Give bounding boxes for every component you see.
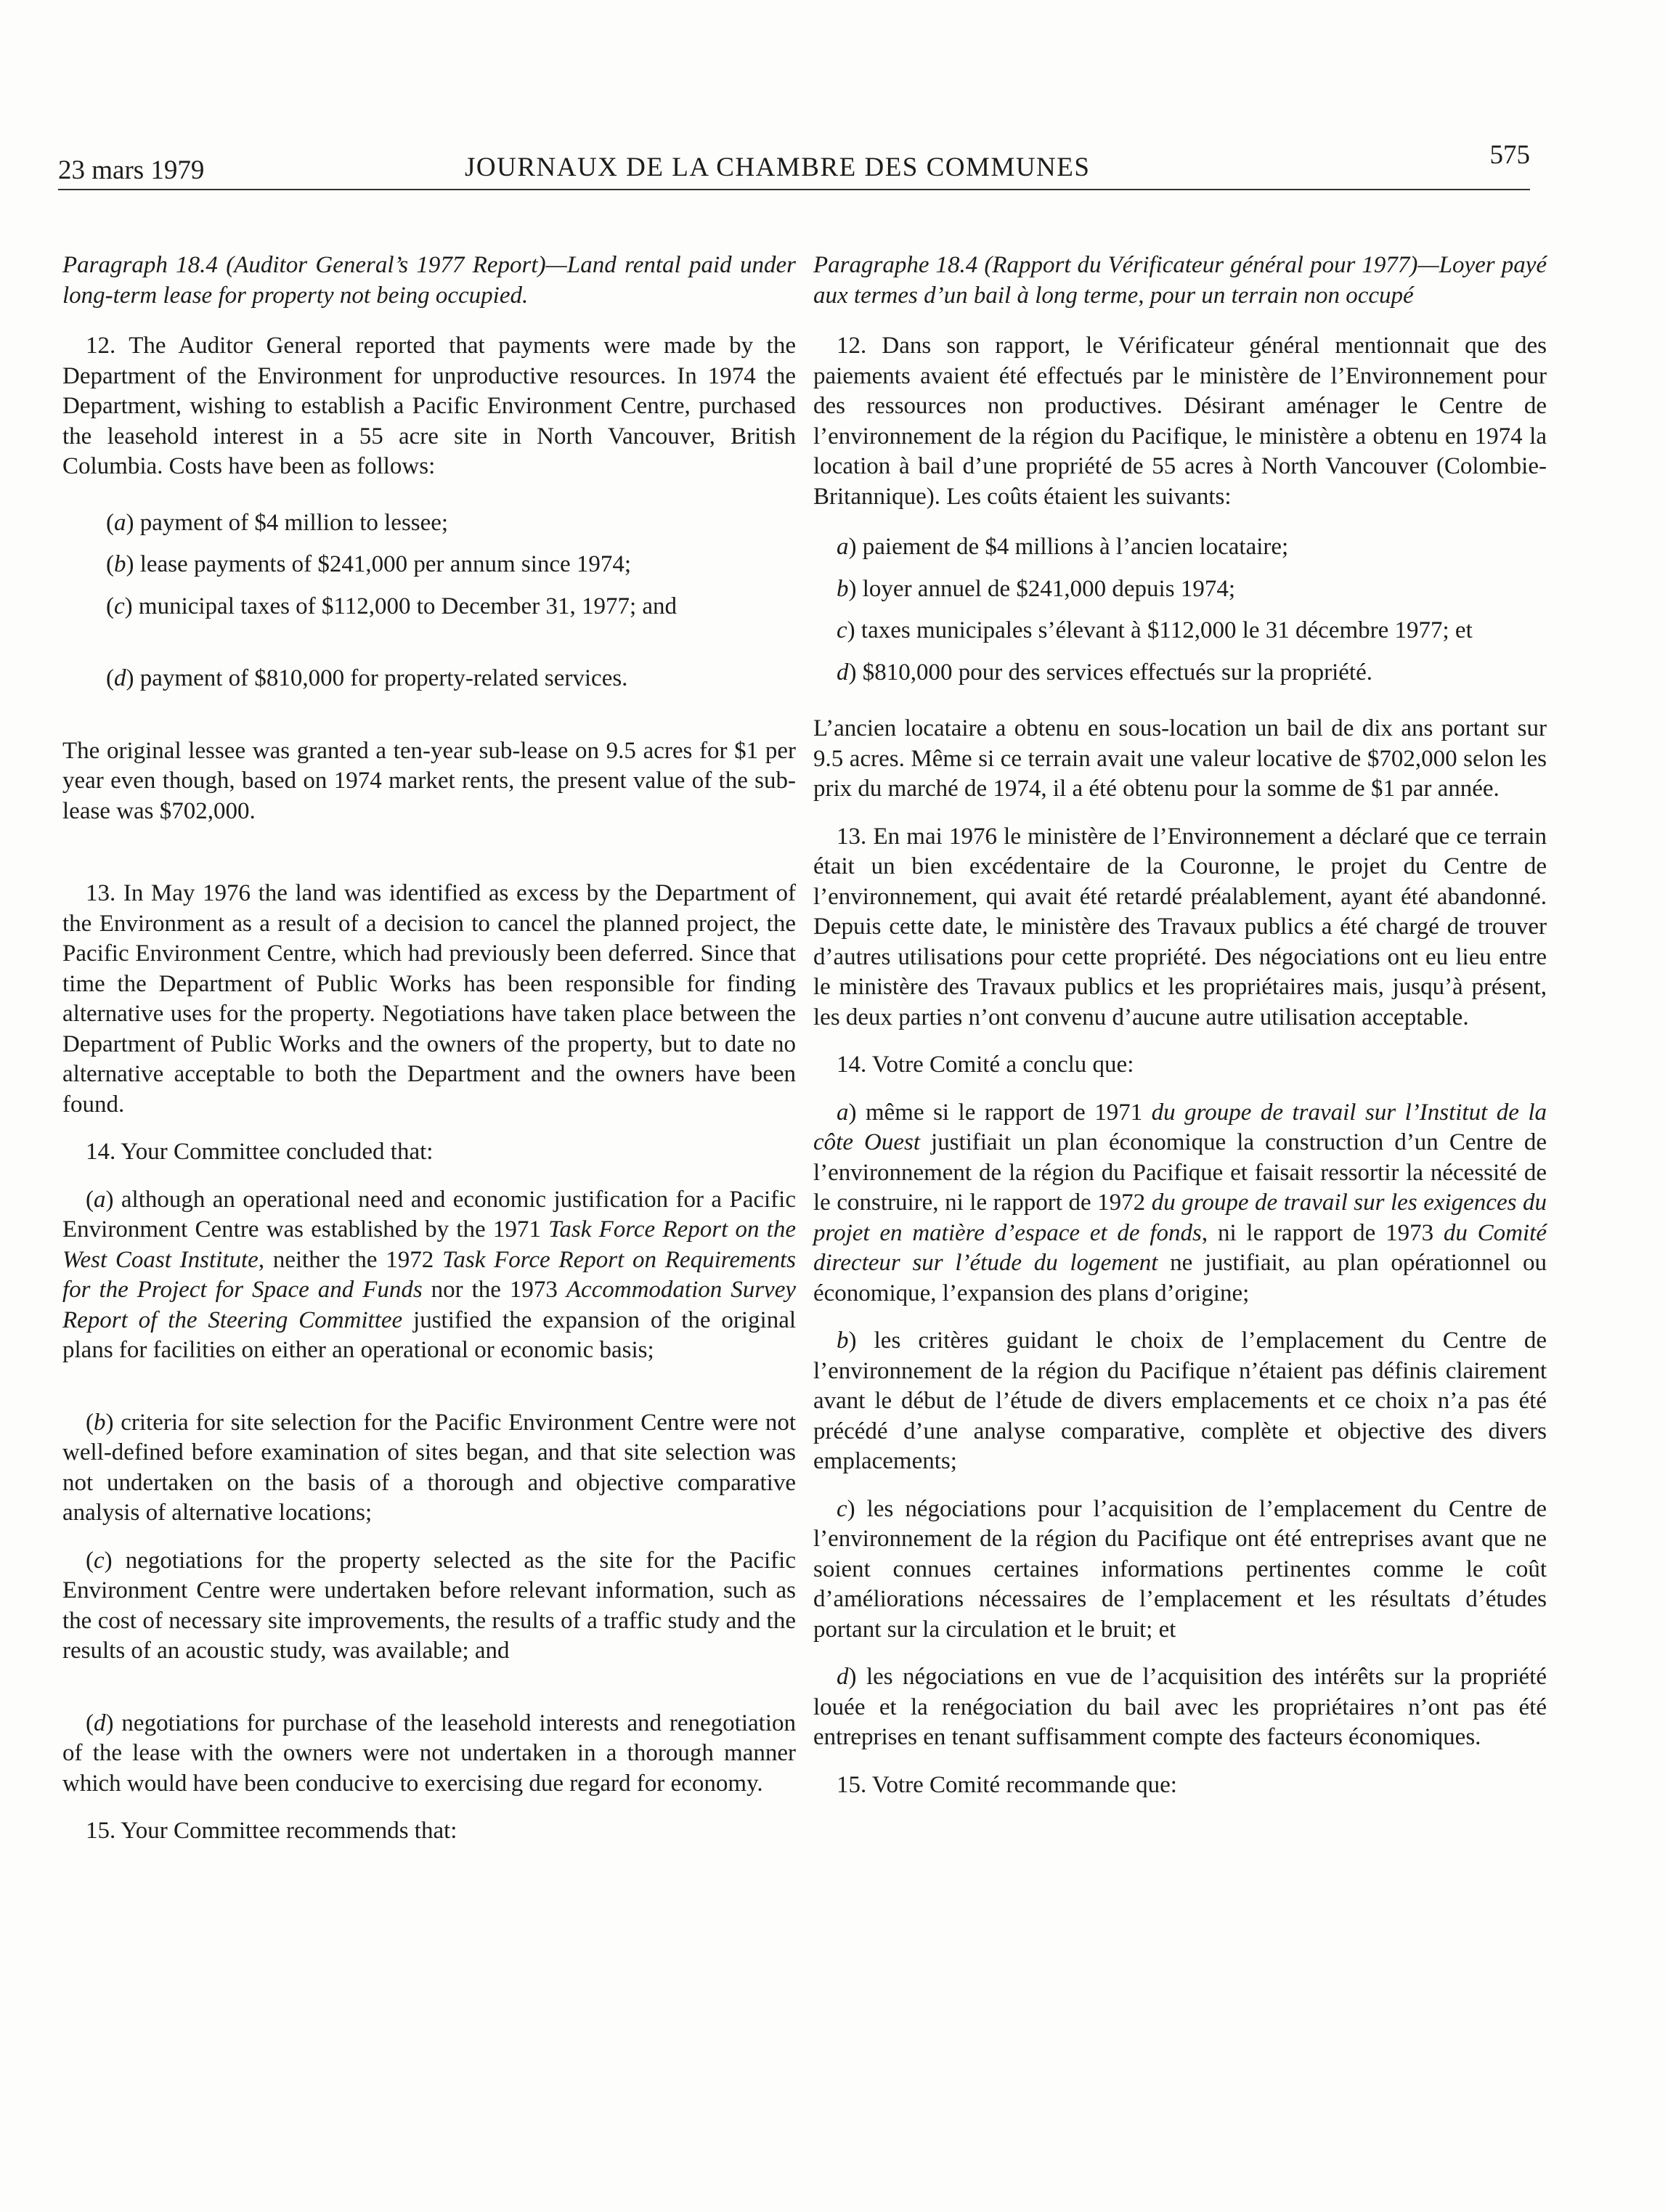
paragraph-13: 13. En mai 1976 le ministère de l’Environnement a déclaré que ce terrain était un bien excédentaire de la Couronne, le projet du Centre de l’environnement, qui avait été retardé préalablement, ayant été abandonné. Depuis cette date, le ministère des Travaux publics a été chargé de trouver d’autres utilisations pour cette propriété. Des négociations ont eu lieu entre le ministère des Travaux publics et les propriétaires mais, jusqu’à présent, les deux parties n’ont convenu d’aucune autre utilisation acceptable. — [813, 823, 1547, 1030]
item-marker: c — [94, 1547, 105, 1574]
paragraph-12: 12. Dans son rapport, le Vérificateur général mentionnait que des paiements avaient été effectués par le ministère de l’Environnement pour des ressources non productives. Désirant aménager le Centre de l’environnement de la région du Pacifique, le ministère a obtenu en 1974 la location à bail d’une propriété de 55 acres à North Vancouver (Colombie-Britannique). Les coûts étaient les suivants: — [813, 333, 1547, 510]
item-marker: c — [114, 593, 125, 619]
conclusion-a: a) même si le rapport de 1971 du groupe de travail sur l’Institut de la côte Ouest justifiait un plan économique la construction d’un Centre de l’environnement de la région du Pacifique et faisait ressortir la nécessité de le construire, ni le rapport de 1972 du groupe de travail sur les exigences du projet en matière d’espace et de fonds, ni le rapport de 1973 du Comité directeur sur l’étude du logement ne justifiait, au plan opérationnel ou économique, l’expansion des plans d’origine; — [813, 1099, 1547, 1306]
item-marker: b — [114, 551, 126, 577]
item-marker: c — [837, 617, 847, 643]
item-text: municipal taxes of $112,000 to December 31, 1977; and — [138, 593, 678, 619]
item-marker: a — [114, 509, 126, 536]
item-marker: a — [94, 1186, 106, 1213]
item-text: taxes municipales s’élevant à $112,000 le 31 décembre 1977; et — [861, 617, 1473, 643]
english-column — [62, 251, 796, 1873]
item-marker: c — [837, 1495, 847, 1522]
conclusion-d: (d) negotiations for purchase of the leasehold interests and renegotiation of the lease with the owners were not undertaken in a thorough manner which would have been conducive to exercising due regard for economy. — [62, 1709, 796, 1797]
list-item-b: b) loyer annuel de $241,000 depuis 1974; — [837, 575, 1235, 602]
item-marker: d — [837, 659, 849, 686]
list-item-c: (c) municipal taxes of $112,000 to December 31, 1977; and — [106, 593, 678, 619]
conclusion-d: d) les négociations en vue de l’acquisition des intérêts sur la propriété louée et la renégociation du bail avec les propriétaires n’ont pas été entreprises en tenant suffisamment compte des facteurs économiques. — [813, 1664, 1547, 1750]
paragraph-12-continued: The original lessee was granted a ten-year sub-lease on 9.5 acres for $1 per year even though, based on 1974 market rents, the present value of the sub-lease was $702,000. — [62, 737, 796, 824]
list-item-a: (a) payment of $4 million to lessee; — [106, 509, 449, 536]
french-column — [813, 251, 1547, 1826]
conclusion-c: (c) negotiations for the property selected as the site for the Pacific Environment Centre were undertaken before relevant information, such as the cost of necessary site improvements, the results of a traffic study and the results of an acoustic study, was available; and — [62, 1547, 796, 1664]
paragraph-14: 14. Votre Comité a conclu que: — [837, 1052, 1134, 1078]
list-item-b: (b) lease payments of $241,000 per annum since 1974; — [106, 551, 632, 577]
header-date: 23 mars 1979 — [58, 155, 205, 185]
paragraph-15: 15. Your Committee recommends that: — [86, 1818, 457, 1844]
item-text: loyer annuel de $241,000 depuis 1974; — [862, 575, 1235, 602]
item-text: $810,000 pour des services effectués sur la propriété. — [862, 659, 1372, 686]
page-number: 575 — [1489, 140, 1530, 170]
list-item-c: c) taxes municipales s’élevant à $112,000 le 31 décembre 1977; et — [837, 617, 1473, 643]
list-item-d: (d) payment of $810,000 for property-related services. — [106, 665, 628, 691]
item-marker: b — [837, 575, 849, 602]
paragraph-15: 15. Votre Comité recommande que: — [837, 1771, 1177, 1798]
conclusion-a: (a) although an operational need and economic justification for a Pacific Environment Centre was established by the 1971 Task Force Report on the West Coast Institute, neither the 1972 Task Force Report on Requirements for the Project for Space and Funds nor the 1973 Accommodation Survey Report of the Steering Committee justified the expansion of the original plans for facilities on either an operational or economic basis; — [62, 1186, 797, 1363]
conclusion-c: c) les négociations pour l’acquisition de l’emplacement du Centre de l’environnement de la région du Pacifique ont été entreprises avant que ne soient connues certaines informations pertinentes comme le coût d’améliorations nécessaires de l’emplacement et les résultats d’études portant sur la circulation et le bruit; et — [813, 1495, 1547, 1643]
item-marker: d — [94, 1709, 106, 1736]
section-heading: Paragraph 18.4 (Auditor General’s 1977 Report)—Land rental paid under long-term lease for property not being occupied. — [62, 252, 796, 309]
item-text: lease payments of $241,000 per annum since 1974; — [139, 551, 632, 577]
item-marker: b — [837, 1327, 849, 1354]
section-heading: Paragraphe 18.4 (Rapport du Vérificateur général pour 1977)—Loyer payé aux termes d’un bail à long terme, pour un terrain non occupé — [813, 252, 1547, 309]
paragraph-13: 13. In May 1976 the land was identified as excess by the Department of the Environment as a result of a decision to cancel the planned project, the Pacific Environment Centre, which had previously been deferred. Since that time the Department of Public Works has been responsible for finding alternative uses for the property. Negotiations have taken place between the Department of Public Works and the owners of the property, but to date no alternative acceptable to both the Department and the owners have been found. — [62, 880, 796, 1118]
item-marker: a — [837, 1099, 849, 1126]
item-marker: d — [114, 665, 126, 691]
running-head — [58, 140, 1530, 190]
item-text: payment of $4 million to lessee; — [139, 509, 449, 536]
item-marker: a — [837, 534, 849, 560]
list-item-d: d) $810,000 pour des services effectués sur la propriété. — [837, 659, 1372, 686]
item-text: payment of $810,000 for property-related services. — [139, 665, 628, 691]
paragraph-12-continued: L’ancien locataire a obtenu en sous-location un bail de dix ans portant sur 9.5 acres. Même si ce terrain avait une valeur locative de $702,000 selon les prix du marché de 1974, il a été obtenu pour la somme de $1 par année. — [813, 715, 1547, 802]
paragraph-12: 12. The Auditor General reported that payments were made by the Department of the Environment for unproductive resources. In 1974 the Department, wishing to establish a Pacific Environment Centre, purchased the leasehold interest in a 55 acre site in North Vancouver, British Columbia. Costs have been as follows: — [62, 333, 796, 479]
list-item-a: a) paiement de $4 millions à l’ancien locataire; — [837, 534, 1289, 560]
paragraph-14: 14. Your Committee concluded that: — [86, 1139, 434, 1165]
conclusion-b: b) les critères guidant le choix de l’emplacement du Centre de l’environnement de la région du Pacifique n’étaient pas définis clairement avant le début de l’étude de divers emplacements et ce choix n’a pas été précédé d’une analyse comparative, complète et objective des divers emplacements; — [813, 1327, 1547, 1474]
conclusion-b: (b) criteria for site selection for the Pacific Environment Centre were not well-defined before examination of sites began, and that site selection was not undertaken on the basis of a thorough and objective comparative analysis of alternative locations; — [62, 1409, 796, 1526]
item-text: paiement de $4 millions à l’ancien locataire; — [862, 534, 1289, 560]
item-marker: d — [837, 1664, 849, 1690]
item-marker: b — [94, 1409, 106, 1436]
header-title: JOURNAUX DE LA CHAMBRE DES COMMUNES — [465, 153, 1091, 182]
